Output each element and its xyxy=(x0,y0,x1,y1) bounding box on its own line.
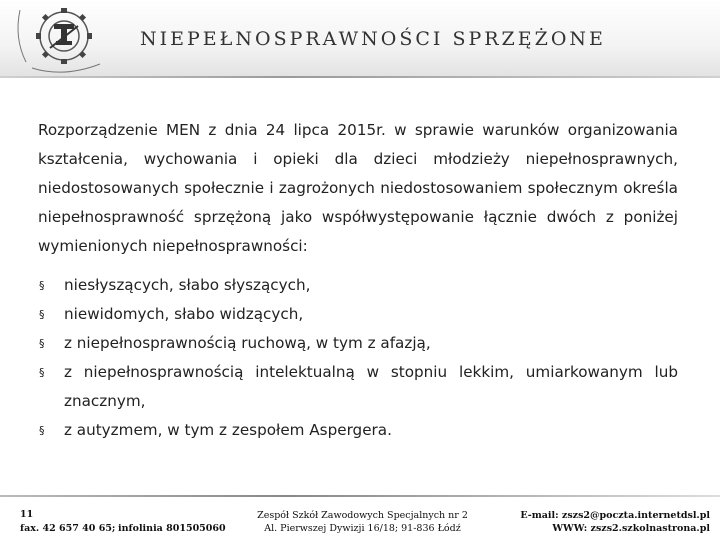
bullet-marker: § xyxy=(39,337,45,350)
school-info xyxy=(230,509,495,535)
bullet-marker: § xyxy=(39,279,45,292)
disability-list xyxy=(38,271,678,445)
list-item xyxy=(38,416,678,445)
slide-footer xyxy=(0,497,720,540)
bullet-marker: § xyxy=(39,366,45,379)
school-name: Zespół Szkół Zawodowych Specjalnych nr 2 xyxy=(257,510,468,521)
slide-header xyxy=(0,0,720,78)
list-item-text: z autyzmem, w tym z zespołem Aspergera. xyxy=(64,421,392,439)
list-item-text: z niepełnosprawnością ruchową, w tym z afazją, xyxy=(64,334,431,352)
header-divider xyxy=(0,76,720,78)
contact-info xyxy=(500,509,710,535)
school-address: Al. Pierwszej Dywizji 16/18; 91-836 Łódź xyxy=(264,523,461,534)
fax-number: fax. 42 657 40 65; xyxy=(20,523,116,534)
list-item-text: niewidomych, słabo widzących, xyxy=(64,305,304,323)
page-number: 11 xyxy=(20,509,34,520)
bullet-marker: § xyxy=(39,424,45,437)
intro-paragraph: Rozporządzenie MEN z dnia 24 lipca 2015r. w sprawie warunków organizowania kształcenia, wychowania i opieki dla dzieci młodzieży niepełnosprawnych, niedostosowanych społecznie i zagrożonych niedostosowaniem społecznym określa niepełnosprawność sprzężoną jako współwystępowanie łącznie dwóch z poniżej wymienionych niepełnosprawności: xyxy=(38,121,678,255)
page-title: NIEPEŁNOSPRAWNOŚCI SPRZĘŻONE xyxy=(140,28,606,50)
list-item xyxy=(38,358,678,416)
list-item xyxy=(38,329,678,358)
email-address: E-mail: zszs2@poczta.internetdsl.pl xyxy=(520,510,710,521)
infoline-number: infolinia 801505060 xyxy=(118,523,226,534)
list-item-text: z niepełnosprawnością intelektualną w stopniu lekkim, umiarkowanym lub znacznym, xyxy=(64,363,678,410)
list-item xyxy=(38,300,678,329)
website-address: WWW: zszs2.szkolnastrona.pl xyxy=(552,523,710,534)
list-item-text: niesłyszących, słabo słyszących, xyxy=(64,276,311,294)
bullet-marker: § xyxy=(39,308,45,321)
list-item xyxy=(38,271,678,300)
school-emblem-icon xyxy=(12,2,116,74)
slide-body xyxy=(38,116,678,445)
